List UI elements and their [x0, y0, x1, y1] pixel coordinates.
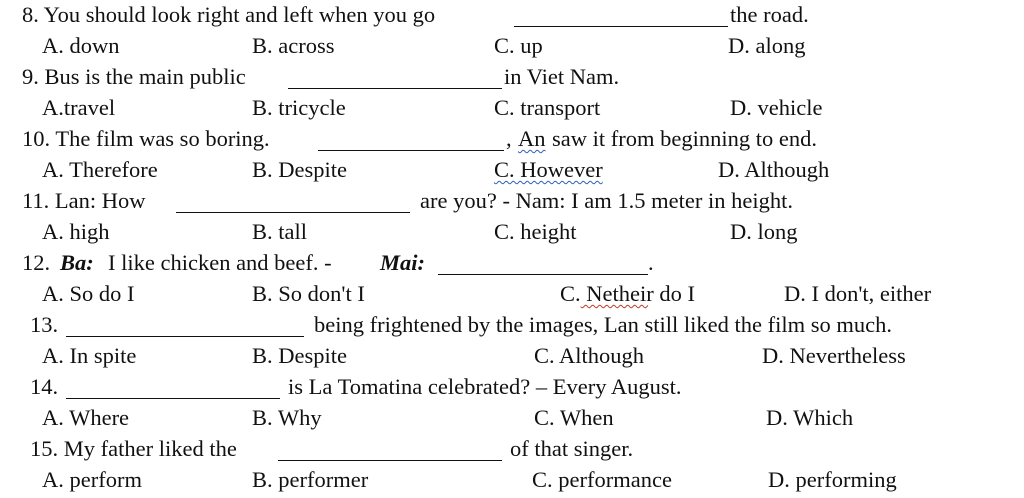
q11-option-c[interactable]: C. height [494, 219, 577, 244]
q8-stem-after: the road. [730, 2, 809, 27]
q8-option-b[interactable]: B. across [252, 33, 335, 58]
q12-blank[interactable] [438, 274, 648, 275]
q14-option-a[interactable]: A. Where [42, 405, 130, 430]
q12-stem-middle: I like chicken and beef. - [108, 250, 332, 275]
q10-option-c[interactable]: C. However [494, 157, 603, 182]
q13-option-c[interactable]: C. Although [534, 343, 645, 368]
q13-option-d[interactable]: D. Nevertheless [762, 343, 906, 368]
q12-option-c-text: C. Netheir do I [560, 281, 695, 306]
q13-stem-after: being frightened by the images, Lan still liked the film so much. [314, 312, 893, 337]
q15-option-d[interactable]: D. performing [768, 467, 897, 492]
q12-option-d[interactable]: D. I don't, either [784, 281, 932, 306]
q15-stem-after: of that singer. [510, 436, 634, 461]
q9-option-c[interactable]: C. transport [494, 95, 601, 120]
q9-stem-before: 9. Bus is the main public [22, 64, 246, 89]
q14-option-d[interactable]: D. Which [766, 405, 854, 430]
q11-blank[interactable] [176, 212, 410, 213]
q12-number: 12. [22, 250, 51, 275]
q10-option-b[interactable]: B. Despite [252, 157, 347, 182]
q9-option-d[interactable]: D. vehicle [730, 95, 823, 120]
q11-option-d[interactable]: D. long [730, 219, 798, 244]
q15-stem-before: 15. My father liked the [30, 436, 237, 461]
q14-option-c[interactable]: C. When [534, 405, 614, 430]
q15-blank[interactable] [278, 460, 502, 461]
q14-stem-before: 14. [30, 374, 59, 399]
q12-spellcheck-mark [581, 283, 648, 306]
q12-speaker-mai: Mai: [380, 250, 425, 275]
q13-stem-before: 13. [30, 312, 59, 337]
q15-option-c[interactable]: C. performance [532, 467, 672, 492]
q9-stem-after: in Viet Nam. [504, 64, 620, 89]
q12-option-a[interactable]: A. So do I [42, 281, 135, 306]
q12-stem-after: . [648, 250, 654, 275]
q8-stem-before: 8. You should look right and left when you go [22, 2, 436, 27]
q11-option-b[interactable]: B. tall [252, 219, 307, 244]
q9-option-a[interactable]: A.travel [42, 95, 116, 120]
q14-option-b[interactable]: B. Why [252, 405, 322, 430]
q10-stem-after: saw it from beginning to end. [552, 126, 817, 151]
q8-option-a[interactable]: A. down [42, 33, 120, 58]
q8-blank[interactable] [514, 26, 728, 27]
q13-option-a[interactable]: A. In spite [42, 343, 137, 368]
q10-option-d[interactable]: D. Although [718, 157, 830, 182]
q13-option-b[interactable]: B. Despite [252, 343, 347, 368]
q15-option-a[interactable]: A. perform [42, 467, 142, 492]
q14-stem-after: is La Tomatina celebrated? – Every August. [288, 374, 682, 399]
q12-option-b[interactable]: B. So don't I [252, 281, 365, 306]
q8-option-c[interactable]: C. up [494, 33, 543, 58]
q9-option-b[interactable]: B. tricycle [252, 95, 346, 120]
q14-blank[interactable] [66, 398, 280, 399]
q9-blank[interactable] [288, 88, 502, 89]
q11-stem-after: are you? - Nam: I am 1.5 meter in height. [420, 188, 793, 213]
q13-blank[interactable] [66, 336, 304, 337]
q10-stem-before: 10. The film was so boring. [22, 126, 270, 151]
q10-grammar-flag-word: An [518, 126, 546, 151]
q12-speaker-ba: Ba: [60, 250, 94, 275]
q10-option-a[interactable]: A. Therefore [42, 157, 158, 182]
q10-blank[interactable] [318, 150, 504, 151]
q8-option-d[interactable]: D. along [728, 33, 806, 58]
q10-comma: , [506, 126, 512, 151]
q11-option-a[interactable]: A. high [42, 219, 110, 244]
q15-option-b[interactable]: B. performer [252, 467, 369, 492]
q11-stem-before: 11. Lan: How [22, 188, 146, 213]
